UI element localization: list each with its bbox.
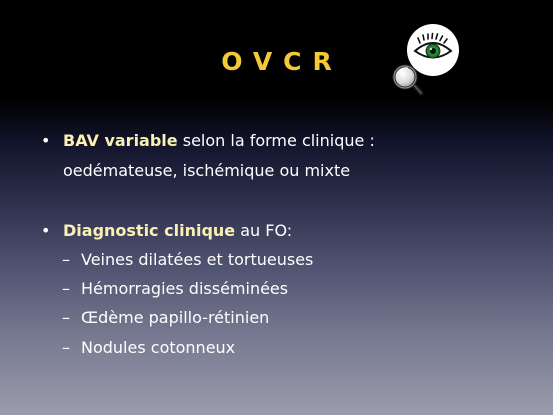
eye-magnifier-icon (389, 22, 461, 98)
sub-item-marker: – (62, 308, 70, 327)
sub-item: Œdème papillo-rétinien (81, 308, 270, 327)
sub-item: Veines dilatées et tortueuses (81, 250, 314, 269)
bullet-item-bav (63, 130, 375, 152)
bullet-text: au FO: (235, 221, 293, 240)
sub-item-marker: – (62, 338, 70, 357)
bullet-item-diagnostic (63, 220, 292, 242)
bullet-marker: • (41, 131, 51, 150)
sub-item-marker: – (62, 279, 70, 298)
sub-item: Hémorragies disséminées (81, 279, 289, 298)
bullet-highlight: Diagnostic clinique (63, 221, 236, 240)
bullet-continuation: oedémateuse, ischémique ou mixte (63, 161, 351, 180)
sub-item-marker: – (62, 250, 70, 269)
bullet-marker: • (41, 221, 51, 240)
bullet-highlight: BAV variable (63, 131, 178, 150)
sub-item: Nodules cotonneux (81, 338, 236, 357)
slide-title: OVCR (221, 47, 343, 76)
bullet-text: selon la forme clinique : (177, 131, 375, 150)
